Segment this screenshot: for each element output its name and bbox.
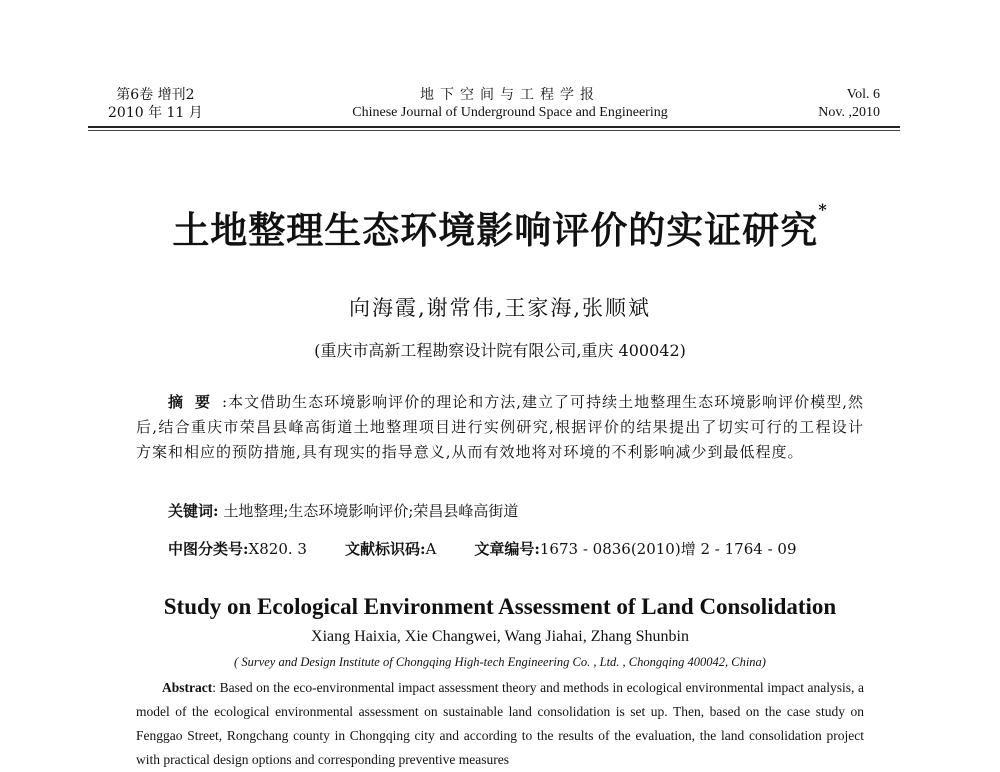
volume-issue: 第6卷 增刊2 (116, 87, 195, 103)
abstract-cn (136, 390, 864, 465)
affiliation-en: ( Survey and Design Institute of Chongqing High-tech Engineering Co. , Ltd. , Chongqing 400042, China) (234, 655, 766, 669)
journal-name (330, 86, 690, 122)
keywords-cn-label: 关键词: (168, 502, 219, 520)
paper-title-cn-text: 土地整理生态环境影响评价的实证研究 (172, 208, 819, 252)
clc-value: X820. 3 (248, 540, 307, 558)
footnote-mark: * (818, 200, 828, 219)
keywords-cn-text: 土地整理;生态环境影响评价;荣昌县峰高街道 (218, 502, 519, 520)
authors-cn: 向海霞,谢常伟,王家海,张顺斌 (348, 296, 652, 320)
volume-en: Vol. 6 (846, 87, 880, 102)
journal-volume-info (108, 86, 203, 122)
publication-date-en: Nov. ,2010 (818, 105, 880, 120)
affiliation-cn: (重庆市高新工程勘察设计院有限公司,重庆 400042) (314, 341, 686, 360)
doc-code-label: 文献标识码: (344, 540, 426, 558)
classification-line (168, 538, 868, 559)
abstract-cn-text: :本文借助生态环境影响评价的理论和方法,建立了可持续土地整理生态环境影响评价模型,然后,结合重庆市荣昌县峰高街道土地整理项目进行实例研究,根据评价的结果提出了切实可行的工程设计方案和相应的预防措施,具有现实的指导意义,从而有效地将对环境的不利影响减少到最低程度。 (136, 393, 864, 461)
abstract-en-text: : Based on the eco-environmental impact assessment theory and methods in ecological environmental impact analysis, a model of the ecological environmental assessment on sustainable land consolidation is set up. Then, based on the case study on Fenggao Street, Rongchang county in Chongqing city and according to the results of the evaluation, the land consolidation project with practical design options and corresponding preventive measures (136, 680, 864, 767)
article-no-value: 1673 - 0836(2010)增 2 - 1764 - 09 (539, 540, 797, 558)
paper-title-cn (0, 200, 1000, 254)
abstract-en (136, 676, 864, 772)
article-no-label: 文章编号: (474, 540, 540, 558)
journal-name-en: Chinese Journal of Underground Space and Engineering (352, 105, 668, 120)
publication-date-cn: 2010 年 11 月 (108, 105, 203, 121)
authors-en: Xiang Haixia, Xie Changwei, Wang Jiahai, Zhang Shunbin (311, 628, 689, 645)
journal-volume-info-en (800, 86, 880, 122)
abstract-en-label: Abstract (162, 680, 213, 695)
header-rule-thin (88, 130, 900, 131)
doc-code-value: A (425, 540, 437, 558)
abstract-cn-label: 摘要 (168, 393, 223, 411)
header-rule-thick (88, 126, 900, 128)
paper-title-en: Study on Ecological Environment Assessment of Land Consolidation (163, 594, 837, 619)
journal-name-cn: 地下空间与工程学报 (420, 87, 600, 103)
keywords-cn (168, 500, 518, 521)
clc-label: 中图分类号: (168, 540, 249, 558)
